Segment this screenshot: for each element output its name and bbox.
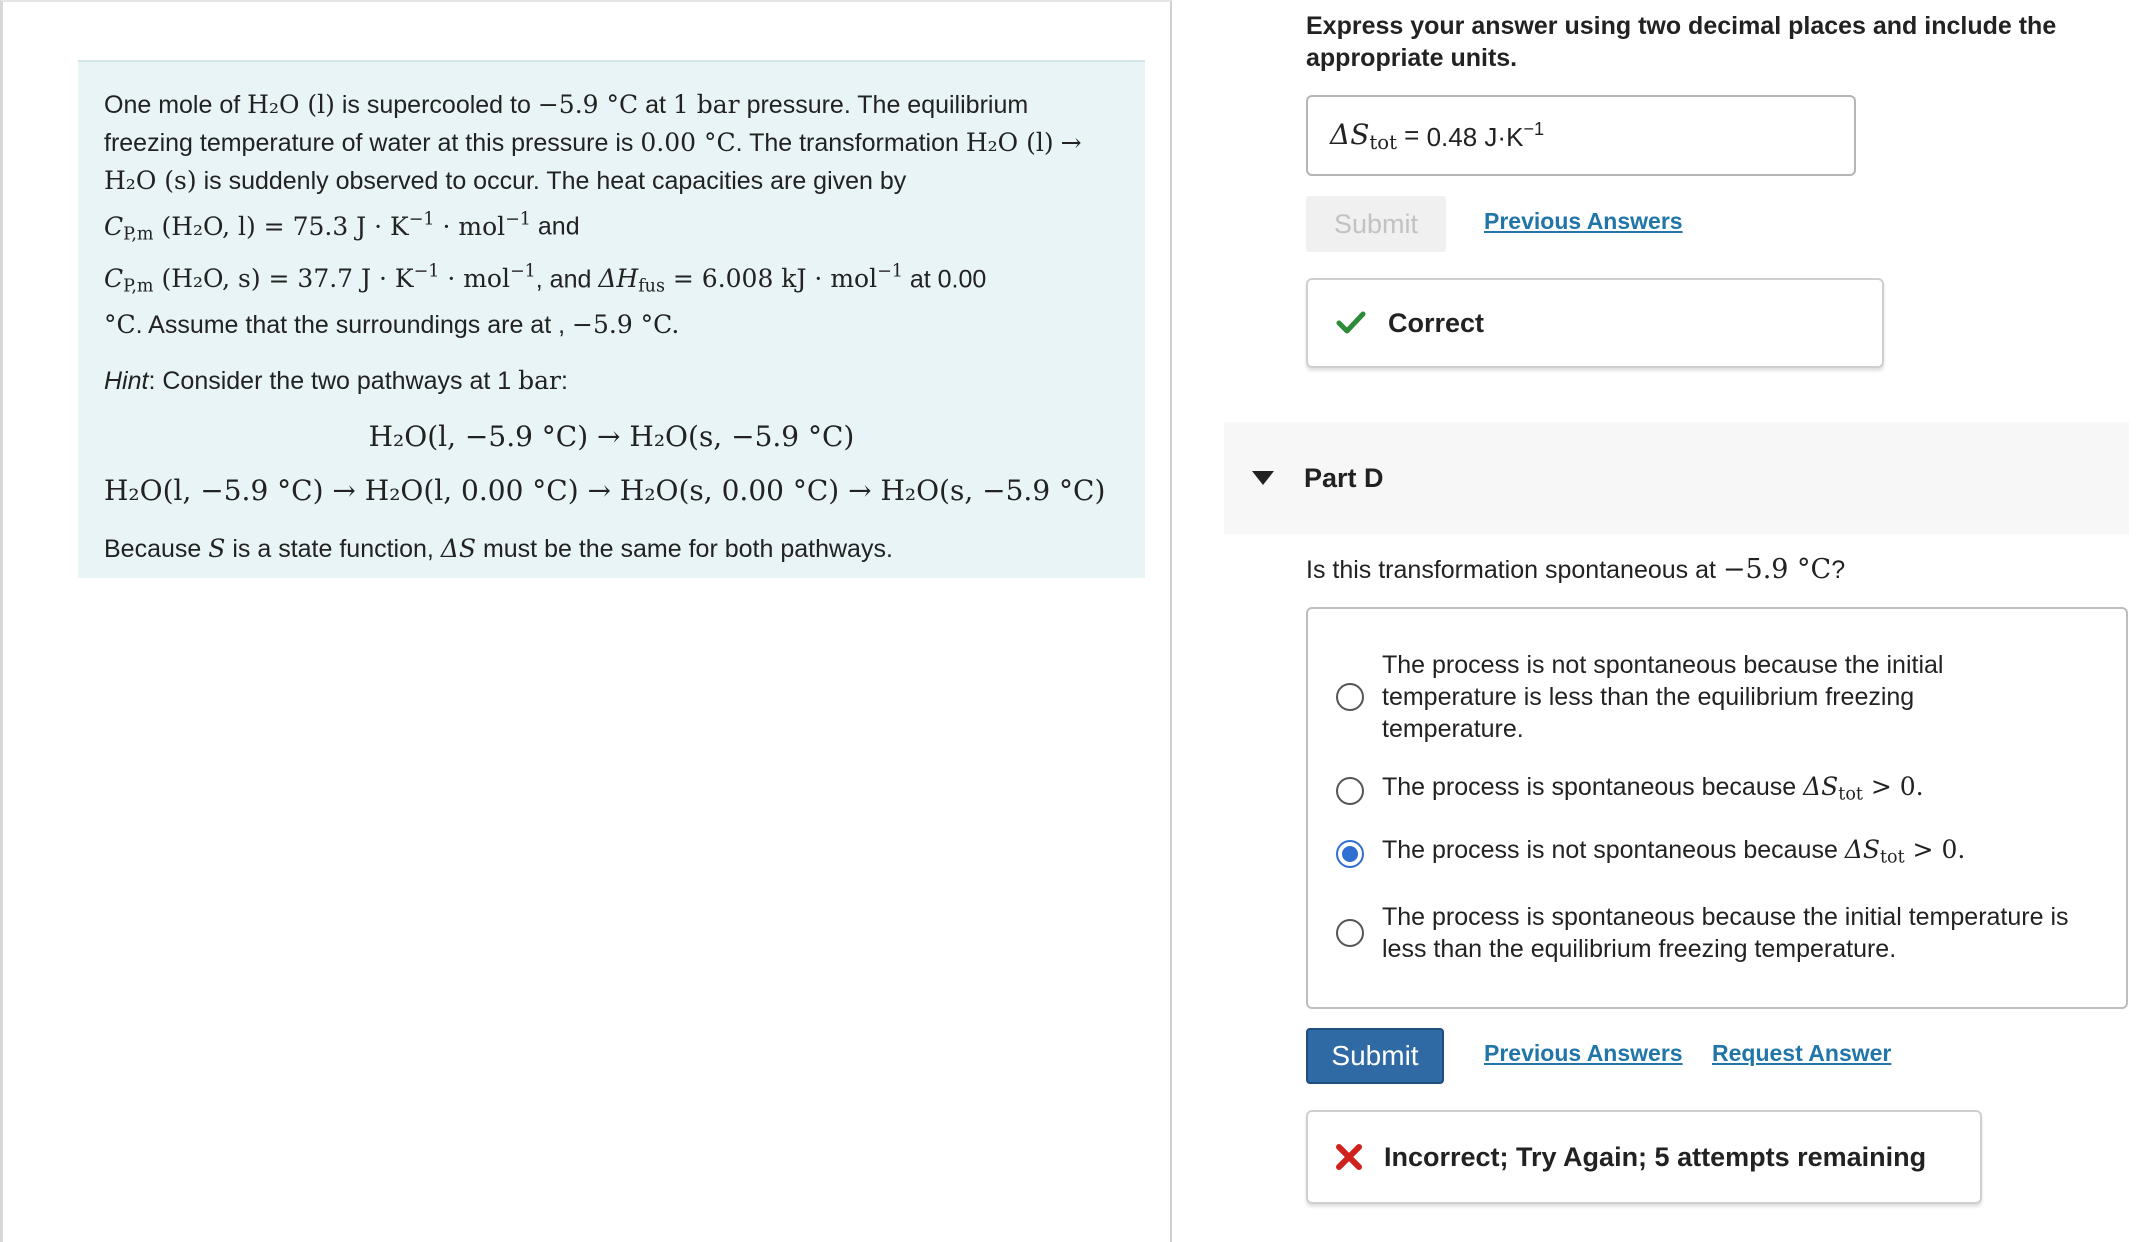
part-d-title: Part D [1304,462,1384,493]
part-d-feedback: Incorrect; Try Again; 5 attempts remaining [1306,1110,1982,1204]
request-answer-link[interactable]: Request Answer [1712,1040,1892,1066]
triangle-down-icon[interactable] [1252,471,1274,485]
part-c-submit-button[interactable]: Submit [1306,196,1446,252]
hint-line: Hint: Consider the two pathways at 1 bar: [104,365,568,395]
option-2[interactable]: The process is spontaneous because $\Delta S_{tot} > 0$. [1336,771,1924,810]
answer-input[interactable]: $\Delta S_{tot}$ = 0.48 $J\cdot K^{-1}$ [1306,95,1856,176]
part-c-instructions: Express your answer using two decimal places and include the appropriate units. [1306,12,2057,72]
option-1[interactable]: The process is not spontaneous because the initial temperature is less than the equilibrium freezing temperature. [1336,649,2002,745]
part-d-submit-button[interactable]: Submit [1306,1028,1444,1084]
option-4[interactable]: The process is spontaneous because the initial temperature is less than the equilibrium freezing temperature. [1336,901,2102,965]
pathway-indirect: H₂O(l, −5.9 °C) → H₂O(l, 0.00 °C) → H₂O(s, 0.00 °C) → H₂O(s, −5.9 °C) [104,473,1106,507]
answer-pane [1224,0,2124,1242]
option-3[interactable]: The process is not spontaneous because $\Delta S_{tot} > 0$. [1336,834,1965,873]
radio-option-2[interactable] [1336,777,1364,805]
answer-options [1306,607,2128,1009]
x-icon [1336,1144,1362,1170]
part-c-feedback: Correct [1306,278,1884,368]
answer-value: 0.48 $J\cdot K^{-1}$ [1426,118,1545,152]
pathway-direct: H₂O(l, −5.9 °C) → H₂O(s, −5.9 °C) [368,419,855,453]
problem-statement [78,60,1145,578]
part-c-previous-answers-link[interactable]: Previous Answers [1484,208,1683,234]
radio-option-3-selected[interactable] [1336,840,1364,868]
part-d-previous-answers-link[interactable]: Previous Answers [1484,1040,1683,1066]
problem-paragraph: One mole of H₂O (l) is supercooled to −5.9 °C at 1 bar pressure. The equilibrium freezing temperature of water at this pressure is 0.00 °C. The transformation H₂O (l) → H₂O (s) is suddenly observed to occur. The heat capacities are given by $C_{P,m}$ (H₂O, l) = 75.3 $J \cdot K^{-1} \cdot mol^{-1}$ and $C_{P,m}$ (H₂O, s) = 37.7 $J \cdot K^{-1} \cdot mol^{-1}$, and $\Delta H_{fus} = 6.008$ kJ · mol$^{-1}$ at 0.00 °C. Assume that the surroundings are at , −5.9 °C. [104,90,1082,339]
check-icon [1336,311,1366,335]
radio-option-1[interactable] [1336,683,1364,711]
closing-note: Because S is a state function, ΔS must be the same for both pathways. [104,533,893,563]
radio-option-4[interactable] [1336,919,1364,947]
part-d-header[interactable] [1224,422,2129,534]
part-d-question: Is this transformation spontaneous at −5.9 °C? [1306,554,1846,585]
